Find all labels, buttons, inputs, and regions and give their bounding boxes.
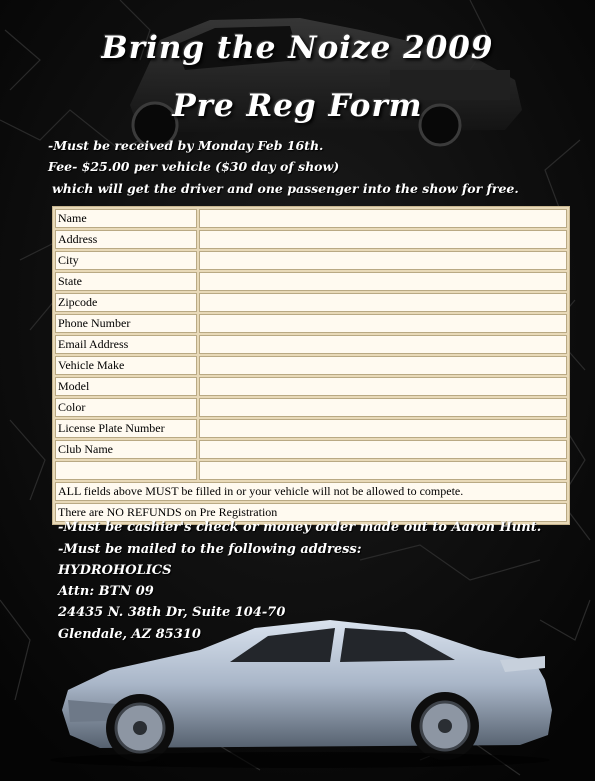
field-label: State	[55, 272, 197, 291]
vehicle-make-field[interactable]	[199, 356, 567, 375]
blank-field	[199, 461, 567, 480]
form-row-blank	[55, 461, 567, 480]
form-row-color	[55, 398, 567, 417]
fee-note-text: which will get the driver and one passenger into the show for free.	[52, 181, 519, 196]
field-label: Club Name	[55, 440, 197, 459]
field-label: Vehicle Make	[55, 356, 197, 375]
required-notice: ALL fields above MUST be filled in or your vehicle will not be allowed to compete.	[55, 482, 567, 501]
address-line-1: HYDROHOLICS	[58, 563, 172, 578]
field-label: Name	[55, 209, 197, 228]
field-label: Zipcode	[55, 293, 197, 312]
field-label: Phone Number	[55, 314, 197, 333]
fee-text: Fee- $25.00 per vehicle ($30 day of show)	[48, 159, 340, 174]
form-row-required-notice	[55, 482, 567, 501]
field-label: Address	[55, 230, 197, 249]
city-field[interactable]	[199, 251, 567, 270]
form-row-vehicle-make	[55, 356, 567, 375]
state-field[interactable]	[199, 272, 567, 291]
deadline-text: -Must be received by Monday Feb 16th.	[48, 138, 324, 153]
blank-cell	[55, 461, 197, 480]
form-row-zipcode	[55, 293, 567, 312]
form-row-license-plate	[55, 419, 567, 438]
mail-instructions: -Must be mailed to the following address:	[58, 542, 362, 557]
form-row-state	[55, 272, 567, 291]
email-field[interactable]	[199, 335, 567, 354]
form-row-city	[55, 251, 567, 270]
club-name-field[interactable]	[199, 440, 567, 459]
address-line-3: 24435 N. 38th Dr, Suite 104-70	[58, 605, 286, 620]
address-field[interactable]	[199, 230, 567, 249]
payment-instructions: -Must be cashier's check or money order made out to Aaron Hunt.	[58, 520, 542, 535]
refund-notice: There are NO REFUNDS on Pre Registration	[55, 503, 567, 522]
address-line-4: Glendale, AZ 85310	[58, 627, 201, 642]
field-label: Model	[55, 377, 197, 396]
form-row-phone	[55, 314, 567, 333]
field-label: Email Address	[55, 335, 197, 354]
phone-field[interactable]	[199, 314, 567, 333]
form-row-name	[55, 209, 567, 228]
name-field[interactable]	[199, 209, 567, 228]
page-title: Bring the Noize 2009	[101, 30, 494, 66]
zipcode-field[interactable]	[199, 293, 567, 312]
model-field[interactable]	[199, 377, 567, 396]
form-row-email	[55, 335, 567, 354]
form-row-club-name	[55, 440, 567, 459]
address-line-2: Attn: BTN 09	[58, 584, 154, 599]
page-subtitle: Pre Reg Form	[172, 88, 423, 124]
field-label: City	[55, 251, 197, 270]
field-label: Color	[55, 398, 197, 417]
registration-form	[52, 206, 570, 525]
license-plate-field[interactable]	[199, 419, 567, 438]
field-label: License Plate Number	[55, 419, 197, 438]
form-row-model	[55, 377, 567, 396]
color-field[interactable]	[199, 398, 567, 417]
form-row-address	[55, 230, 567, 249]
